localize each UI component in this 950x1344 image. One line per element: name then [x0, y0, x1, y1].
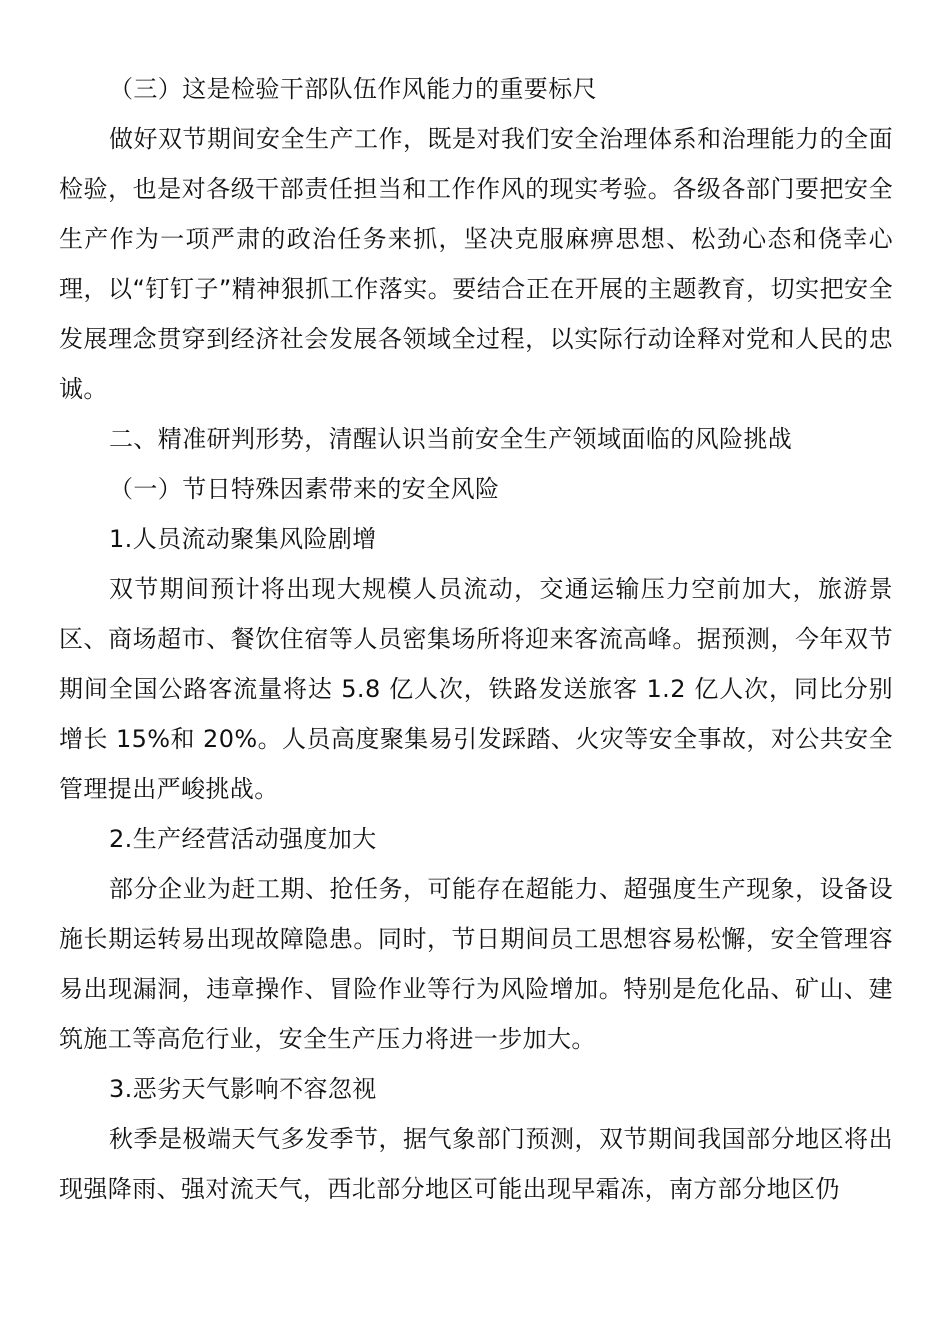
section-heading-2: 二、精准研判形势，清醒认识当前安全生产领域面临的风险挑战	[109, 425, 793, 453]
body-paragraph: 秋季是极端天气多发季节，据气象部门预测，双节期间我国部分地区将出现强降雨、强对流天气，西北部分地区可能出现早霜冻，南方部分地区仍	[59, 1125, 893, 1203]
subsection-heading-3: （三）这是检验干部队伍作风能力的重要标尺	[109, 75, 597, 103]
body-paragraph: 部分企业为赶工期、抢任务，可能存在超能力、超强度生产现象，设备设施长期运转易出现故障隐患。同时，节日期间员工思想容易松懈，安全管理容易出现漏洞，违章操作、冒险作业等行为风险增加。特别是危化品、矿山、建筑施工等高危行业，安全生产压力将进一步加大。	[59, 875, 893, 1053]
subsection-heading-1: （一）节日特殊因素带来的安全风险	[109, 475, 500, 503]
body-paragraph: 做好双节期间安全生产工作，既是对我们安全治理体系和治理能力的全面检验，也是对各级干部责任担当和工作作风的现实考验。各级各部门要把安全生产作为一项严肃的政治任务来抓，坚决克服麻痹思想、松劲心态和侥幸心理，以“钉钉子”精神狠抓工作落实。要结合正在开展的主题教育，切实把安全发展理念贯穿到经济社会发展各领域全过程，以实际行动诠释对党和人民的忠诚。	[59, 125, 893, 403]
item-heading-2: 2.生产经营活动强度加大	[109, 825, 377, 853]
item-heading-1: 1.人员流动聚集风险剧增	[109, 525, 377, 553]
item-heading-3: 3.恶劣天气影响不容忽视	[109, 1075, 377, 1103]
document-body	[59, 64, 893, 1214]
body-paragraph: 双节期间预计将出现大规模人员流动，交通运输压力空前加大，旅游景区、商场超市、餐饮住宿等人员密集场所将迎来客流高峰。据预测，今年双节期间全国公路客流量将达 5.8 亿人次，铁路发送旅客 1.2 亿人次，同比分别增长 15%和 20%。人员高度聚集易引发踩踏、火灾等安全事故，对公共安全管理提出严峻挑战。	[59, 575, 893, 803]
